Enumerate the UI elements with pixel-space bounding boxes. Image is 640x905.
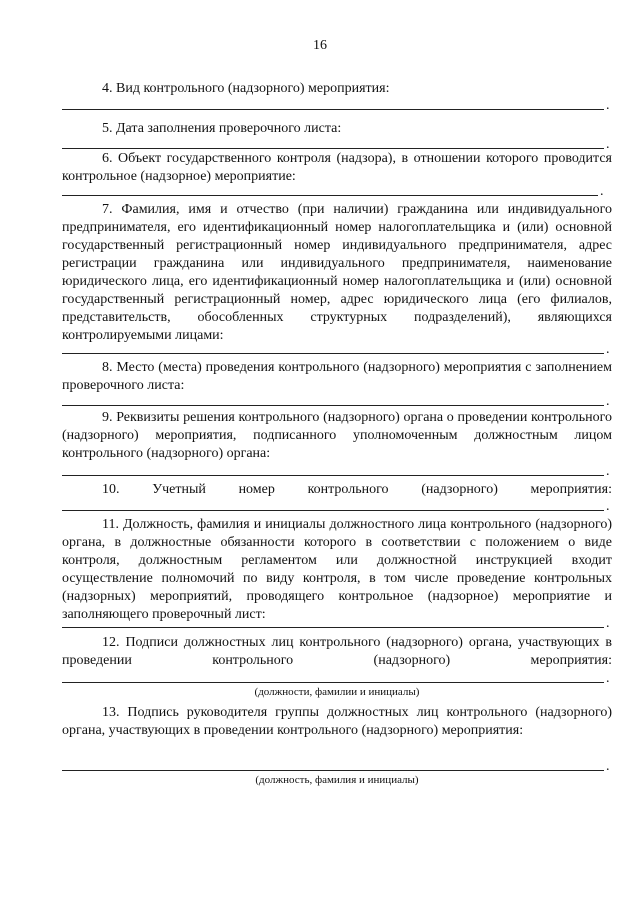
form-item-9 <box>62 409 612 463</box>
fill-line-13[interactable] <box>62 770 604 771</box>
fill-line-5[interactable] <box>62 148 604 149</box>
form-item-5 <box>62 120 612 138</box>
fill-line-11[interactable] <box>62 627 604 628</box>
page-number: 16 <box>313 38 327 53</box>
form-item-9-text: 9. Реквизиты решения контрольного (надзорного) органа о проведении контрольного (надзорного) мероприятия, подписанного уполномоченным должностным лицом контрольного (надзорного) органа: <box>62 410 612 461</box>
form-item-8-text: 8. Место (места) проведения контрольного (надзорного) мероприятия с заполнением проверочного листа: <box>62 360 612 393</box>
line-end-mark: . <box>606 137 610 152</box>
fill-line-7[interactable] <box>62 353 604 354</box>
line-end-mark: . <box>606 759 610 774</box>
line-end-mark: . <box>606 464 610 479</box>
form-item-8 <box>62 359 612 395</box>
line-end-mark: . <box>606 616 610 631</box>
form-item-7 <box>62 201 612 345</box>
form-item-4 <box>62 80 612 98</box>
form-item-10 <box>62 481 612 499</box>
form-item-13 <box>62 704 612 740</box>
form-item-4-text: 4. Вид контрольного (надзорного) мероприятия: <box>102 81 390 96</box>
line-end-mark: . <box>606 499 610 514</box>
line-end-mark: . <box>600 184 604 199</box>
form-item-7-text: 7. Фамилия, имя и отчество (при наличии) гражданина или индивидуального предпринимателя, его идентификационный номер налогоплательщика и (или) основной государственный регистрационный номер индивидуального предпринимателя, адрес регистрации гражданина или индивидуального предпринимателя, наименование юридического лица, его идентификационный номер налогоплательщика и (или) основной государственный регистрационный номер, адрес юридического лица (его филиалов, представительств, обособленных структурных подразделений), являющихся контролируемыми лицами: <box>62 202 612 343</box>
form-item-11 <box>62 516 612 624</box>
caption-item-13: (должность, фамилия и инициалы) <box>255 774 419 786</box>
fill-line-10[interactable] <box>62 510 604 511</box>
fill-line-6[interactable] <box>62 195 598 196</box>
fill-line-8[interactable] <box>62 405 604 406</box>
form-item-6-text: 6. Объект государственного контроля (надзора), в отношении которого проводится контрольное (надзорное) мероприятие: <box>62 151 612 184</box>
form-item-12 <box>62 634 612 670</box>
form-item-13-text: 13. Подпись руководителя группы должностных лиц контрольного (надзорного) органа, участвующих в проведении контрольного (надзорного) мероприятия: <box>62 705 612 738</box>
form-item-11-text: 11. Должность, фамилия и инициалы должностного лица контрольного (надзорного) органа, в должностные обязанности которого в соответствии с положением о виде контроля, должностным регламентом или должностной инструкцией входит осуществление полномочий по виду контроля, в том числе проведение контрольных (надзорных) мероприятий, проводящего контрольное (надзорное) мероприятие и заполняющего проверочный лист: <box>62 517 612 622</box>
fill-line-4[interactable] <box>62 109 604 110</box>
line-end-mark: . <box>606 671 610 686</box>
form-item-12-text: 12. Подписи должностных лиц контрольного (надзорного) органа, участвующих в проведении контрольного (надзорного) мероприятия: <box>62 635 612 668</box>
form-item-10-text: 10. Учетный номер контрольного (надзорного) мероприятия: <box>102 482 612 497</box>
fill-line-12[interactable] <box>62 682 604 683</box>
caption-item-12: (должности, фамилии и инициалы) <box>254 686 420 698</box>
line-end-mark: . <box>606 98 610 113</box>
form-item-5-text: 5. Дата заполнения проверочного листа: <box>102 121 342 136</box>
fill-line-9[interactable] <box>62 475 604 476</box>
line-end-mark: . <box>606 394 610 409</box>
form-item-6 <box>62 150 612 186</box>
line-end-mark: . <box>606 342 610 357</box>
